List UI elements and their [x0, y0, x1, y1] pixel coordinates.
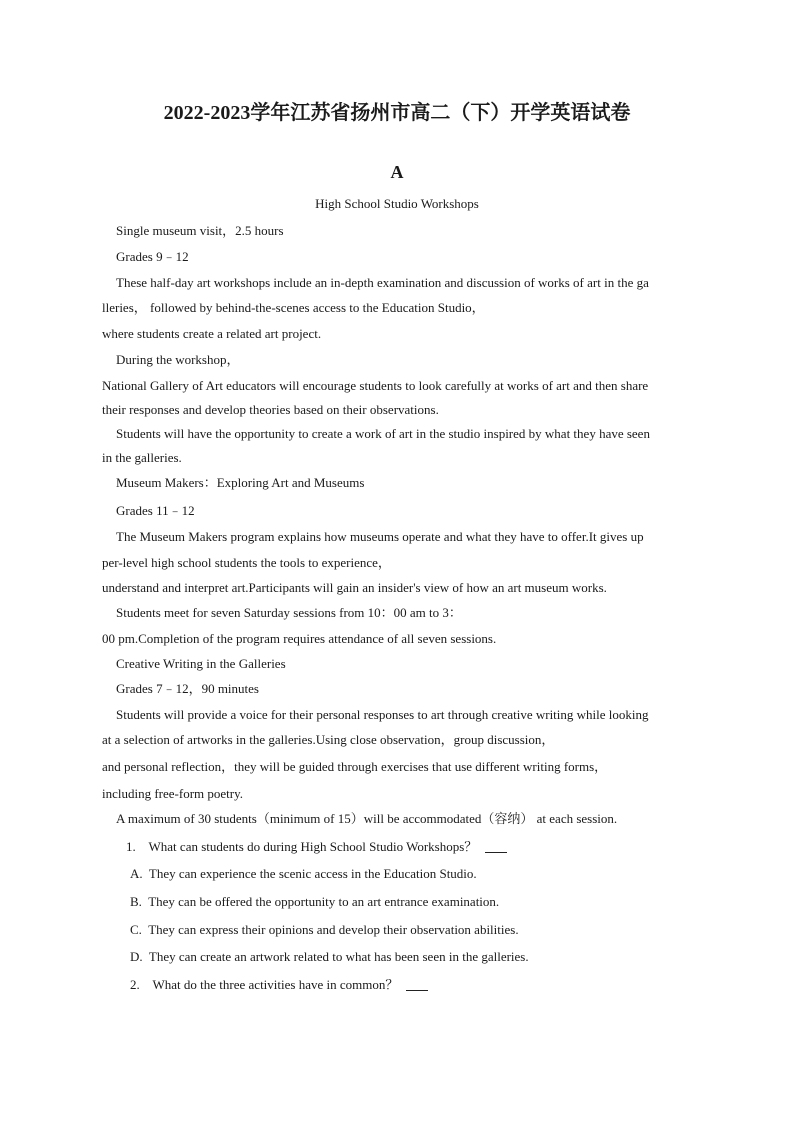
passage-line: 00 pm.Completion of the program requires attendance of all seven sessions. [102, 631, 497, 646]
exam-title: 2022-2023学年江苏省扬州市高二（下）开学英语试卷 [163, 102, 631, 124]
passage-line: and personal reflection，they will be guided through exercises that use different writing forms， [102, 759, 608, 774]
passage-line: their responses and develop theories based on their observations. [102, 402, 439, 417]
question-2 [130, 977, 428, 993]
passage-line: Museum Makers：Exploring Art and Museums [116, 475, 365, 490]
passage-line: including free-form poetry. [102, 786, 244, 801]
answer-blank[interactable] [406, 978, 428, 991]
option-text: They can create an artwork related to what has been seen in the galleries. [148, 949, 529, 964]
passage-line: Single museum visit，2.5 hours [116, 223, 284, 238]
option-text: They can experience the scenic access in the Education Studio. [148, 866, 477, 881]
question-number: 1. [126, 839, 136, 854]
passage-line: in the galleries. [102, 450, 182, 465]
option-text: They can be offered the opportunity to an art entrance examination. [148, 894, 500, 909]
option-c[interactable] [130, 922, 519, 938]
passage-line: These half-day art workshops include an in-depth examination and discussion of works of art in the ga [116, 275, 649, 290]
passage-line: Grades 9﹣12 [116, 249, 189, 264]
question-number: 2. [130, 977, 140, 992]
passage-line: Students will provide a voice for their personal responses to art through creative writing while looking [116, 707, 649, 722]
passage-line: Creative Writing in the Galleries [116, 656, 286, 671]
passage-line: National Gallery of Art educators will encourage students to look carefully at works of art and then share [102, 378, 649, 393]
section-heading: A [390, 162, 404, 182]
option-d[interactable] [130, 949, 529, 965]
question-text: What can students do during High School Studio Workshops？ [148, 839, 478, 854]
answer-blank[interactable] [485, 840, 507, 853]
passage-line: per-level high school students the tools to experience， [102, 555, 391, 570]
question-text: What do the three activities have in common？ [152, 977, 399, 992]
passage-line: During the workshop， [116, 352, 240, 367]
passage-line: The Museum Makers program explains how museums operate and what they have to offer.It gives up [116, 529, 644, 544]
passage-line: lleries， followed by behind-the-scenes access to the Education Studio， [102, 300, 485, 315]
question-1 [126, 839, 507, 855]
option-letter: C. [130, 922, 142, 937]
passage-line: A maximum of 30 students（minimum of 15）will be accommodated（容纳） at each session. [116, 811, 618, 826]
option-letter: D. [130, 949, 143, 964]
option-a[interactable] [130, 866, 477, 882]
passage-line: where students create a related art project. [102, 326, 322, 341]
option-text: They can express their opinions and develop their observation abilities. [148, 922, 519, 937]
option-letter: B. [130, 894, 142, 909]
passage-line: Grades 11﹣12 [116, 503, 195, 518]
passage-line: understand and interpret art.Participants will gain an insider's view of how an art museum works. [102, 580, 607, 595]
passage-line: Students meet for seven Saturday sessions from 10：00 am to 3： [116, 605, 462, 620]
passage-subtitle: High School Studio Workshops [315, 196, 479, 211]
passage-line: Grades 7﹣12，90 minutes [116, 681, 259, 696]
passage-line: at a selection of artworks in the galleries.Using close observation，group discussion， [102, 732, 555, 747]
option-letter: A. [130, 866, 143, 881]
passage-line: Students will have the opportunity to create a work of art in the studio inspired by what they have seen [116, 426, 650, 441]
option-b[interactable] [130, 894, 499, 910]
